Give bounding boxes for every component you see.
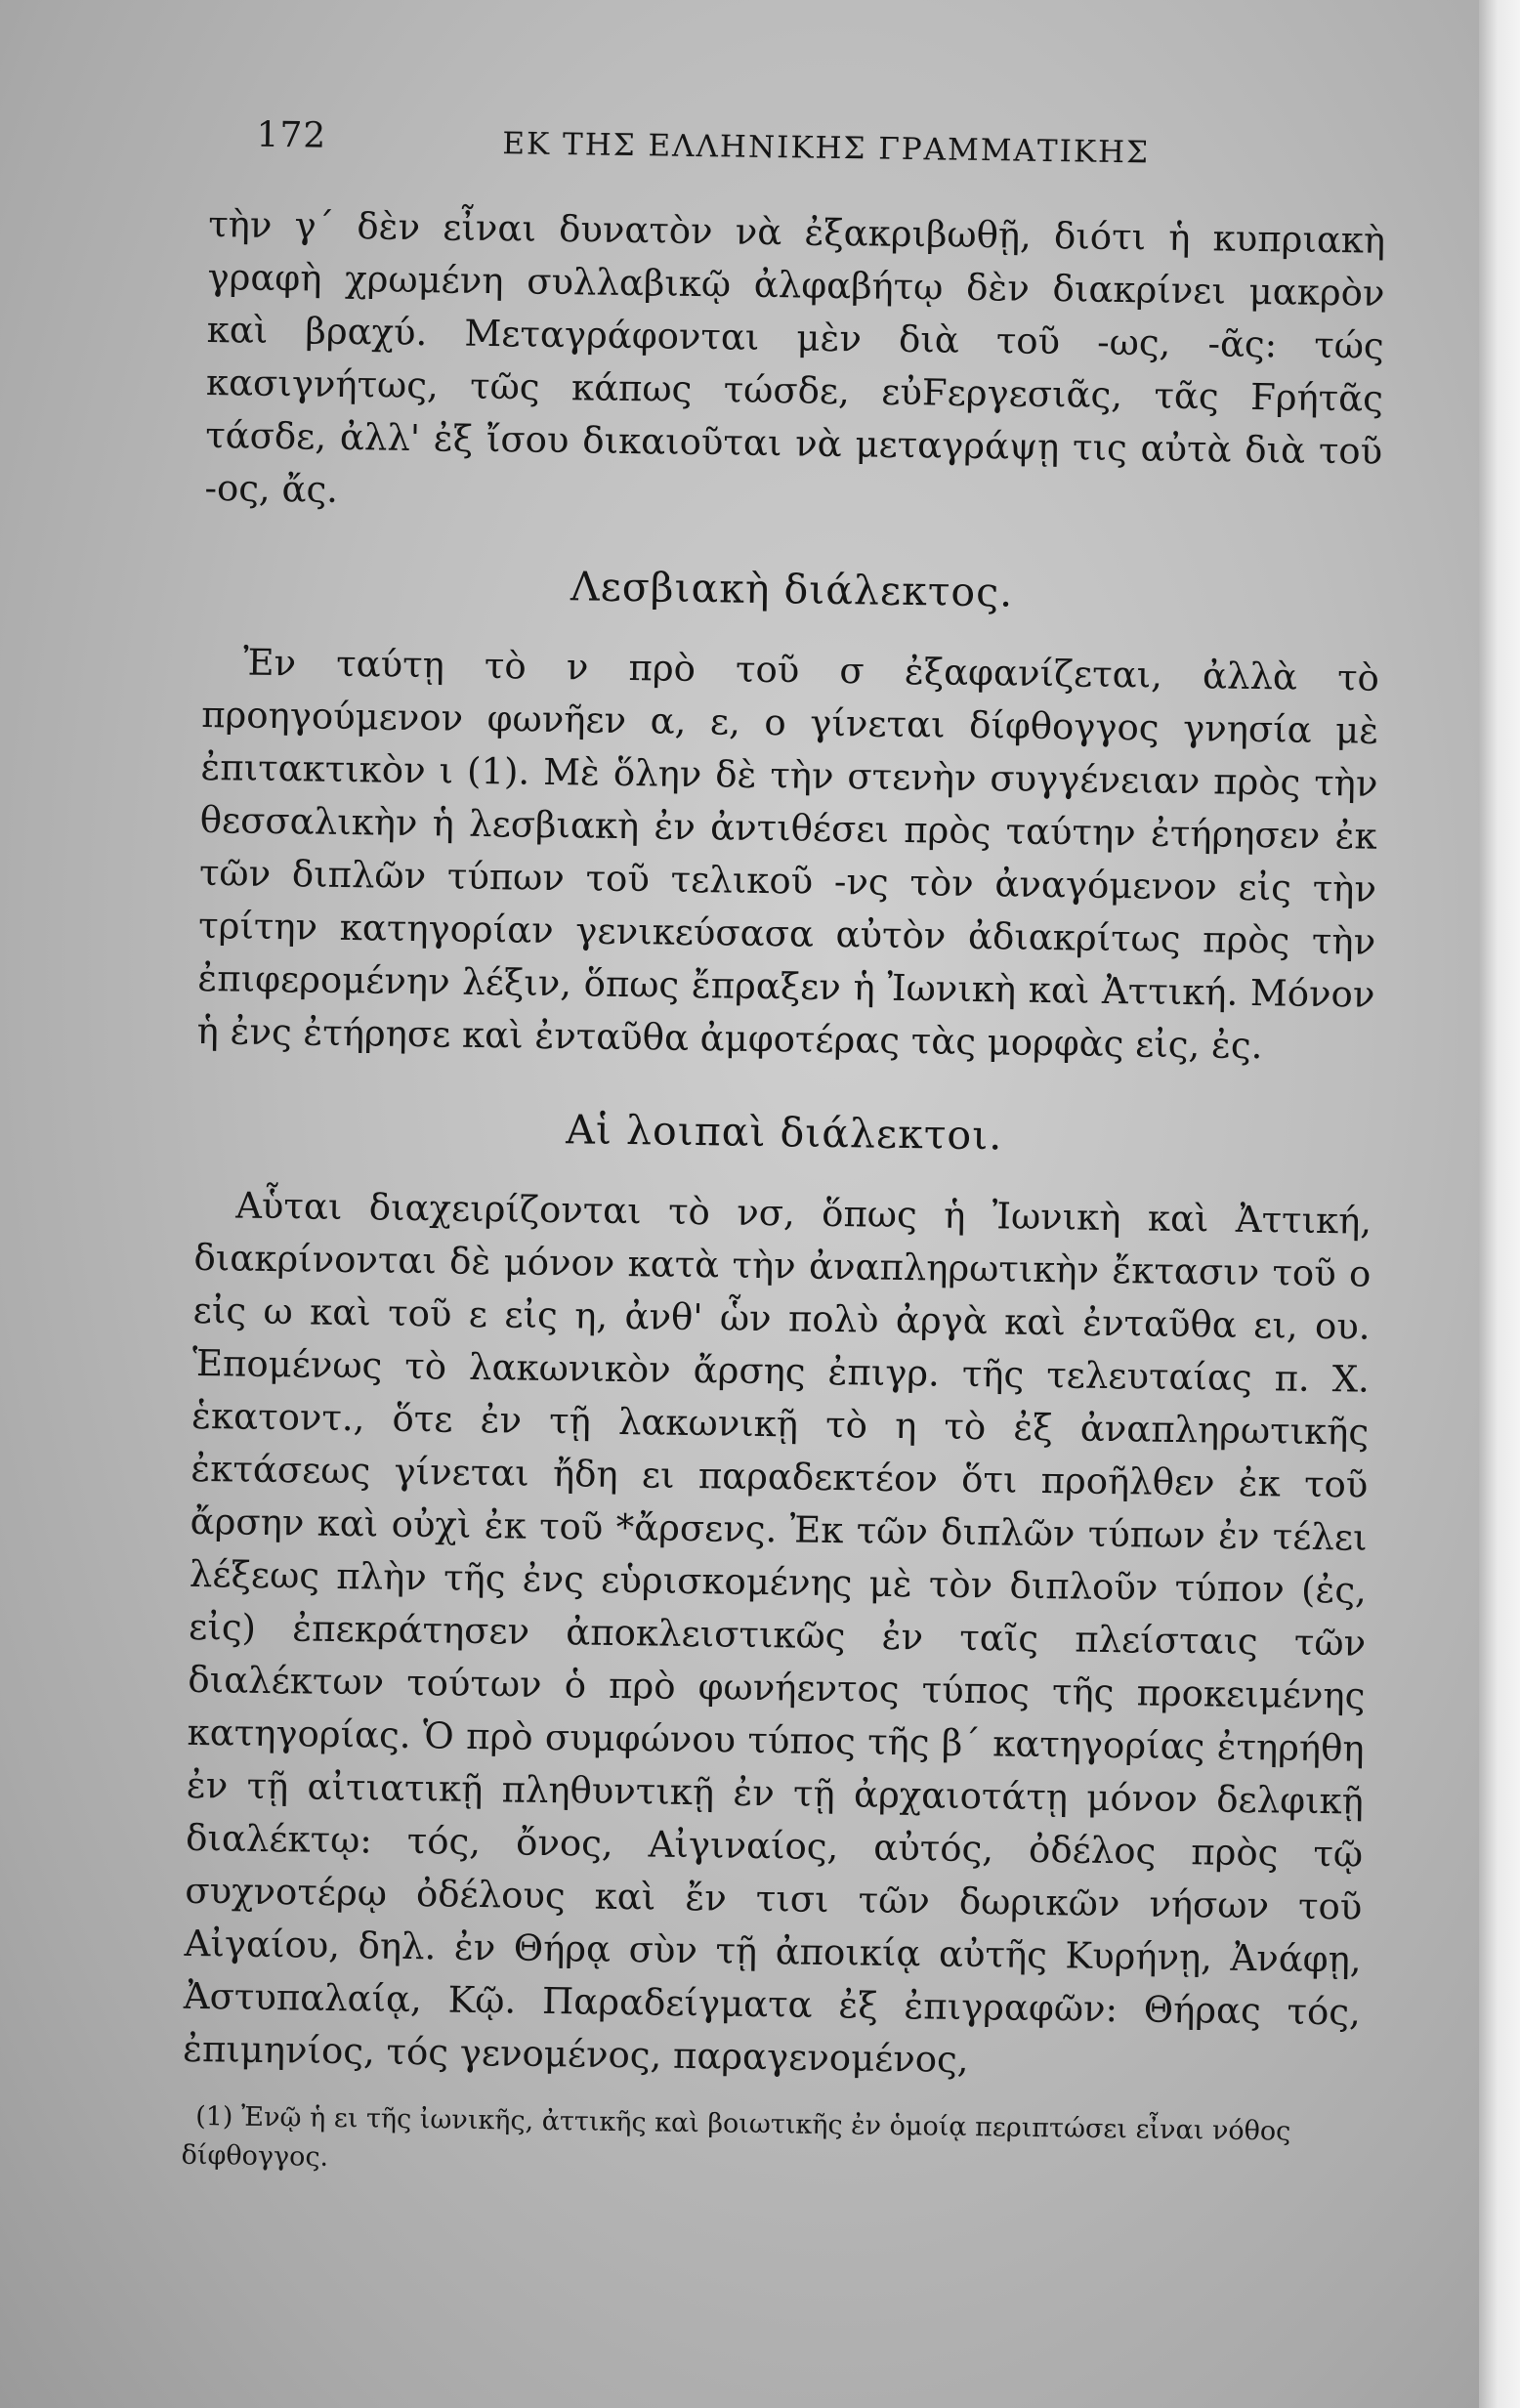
section-paragraph-lesbian: Ἐν ταύτῃ τὸ ν πρὸ τοῦ σ ἐξαφανίζεται, ἀλλὰ τὸ προηγούμενον φωνῆεν α, ε, ο γίνεται δίφθογγος γνησία μὲ ἐπιτακτικὸν ι (1). Μὲ ὅλην δὲ τὴν στενὴν συγγένειαν πρὸς τὴν θεσσαλικὴν ἡ λεσβιακὴ ἐν ἀντιθέσει πρὸς ταύτην ἐτήρησεν ἐκ τῶν διπλῶν τύπων τοῦ τελικοῦ -νς τὸν ἀναγόμενον εἰς τὴν τρίτην κατηγορίαν γενικεύσασα αὐτὸν ἀδιακρίτως πρὸς τὴν ἐπιφερομένην λέξιν, ὅπως ἔπραξεν ἡ Ἰωνικὴ καὶ Ἀττική. Μόνον ἡ ἐνς ἐτήρησε καὶ ἐνταῦθα ἀμφοτέρας τὰς μορφὰς εἰς, ἐς.: [196, 641, 1380, 1068]
book-page: [181, 103, 1387, 2173]
page-number: 172: [256, 114, 327, 156]
book-gutter: [1479, 0, 1520, 2408]
section-paragraph-other-dialects: Αὗται διαχειρίζονται τὸ νσ, ὅπως ἡ Ἰωνικὴ καὶ Ἀττική, διακρίνονται δὲ μόνον κατὰ τὴν ἀναπληρωτικὴν ἔκτασιν τοῦ ο εἰς ω καὶ τοῦ ε εἰς η, ἀνθ' ὧν πολὺ ἀργὰ καὶ ἐνταῦθα ει, ου. Ἑπομένως τὸ λακωνικὸν ἄρσης ἐπιγρ. τῆς τελευταίας π. Χ. ἑκατοντ., ὅτε ἐν τῇ λακωνικῇ τὸ η τὸ ἐξ ἀναπληρωτικῆς ἐκτάσεως γίνεται ἤδη ει παραδεκτέον ὅτι προῆλθεν ἐκ τοῦ ἄρσην καὶ οὐχὶ ἐκ τοῦ *ἄρσενς. Ἐκ τῶν διπλῶν τύπων ἐν τέλει λέξεως πλὴν τῆς ἐνς εὑρισκομένης μὲ τὸν διπλοῦν τύπον (ἐς, εἰς) ἐπεκράτησεν ἀποκλειστικῶς ἐν ταῖς πλείσταις τῶν διαλέκτων τούτων ὁ πρὸ φωνήεντος τύπος τῆς προκειμένης κατηγορίας. Ὁ πρὸ συμφώνου τύπος τῆς β΄ κατηγορίας ἐτηρήθη ἐν τῇ αἰτιατικῇ πληθυντικῇ ἐν τῇ ἀρχαιοτάτῃ μόνον δελφικῇ διαλέκτῳ: τός, ὄνος, Αἰγιναίος, αὐτός, ὀδέλος πρὸς τῷ συχνοτέρῳ ὀδέλους καὶ ἔν τισι τῶν δωρικῶν νήσων τοῦ Αἰγαίου, δηλ. ἐν Θήρᾳ σὺν τῇ ἀποικίᾳ αὐτῆς Κυρήνῃ, Ἀνάφῃ, Ἀστυπαλαίᾳ, Κῷ. Παραδείγματα ἐξ ἐπιγραφῶν: Θήρας τός, ἐπιμηνίος, τός γενομένος, παραγενομένος,: [182, 1184, 1372, 2082]
footnote: (1) Ἐνῷ ἡ ει τῆς ἰωνικῆς, ἀττικῆς καὶ βοιωτικῆς ἐν ὁμοίᾳ περιπτώσει εἶναι νόθος δίφθογγος.: [181, 2100, 1291, 2173]
running-title: ΕΚ ΤΗΣ ΕΛΛΗΝΙΚΗΣ ΓΡΑΜΜΑΤΙΚΗΣ: [502, 126, 1151, 171]
section-heading-lesbian: Λεσβιακὴ διάλεκτος.: [570, 563, 1014, 616]
section-heading-other-dialects: Αἱ λοιπαὶ διάλεκτοι.: [566, 1106, 1003, 1160]
intro-paragraph: τὴν γ΄ δὲν εἶναι δυνατὸν νὰ ἐξακριβωθῇ, διότι ἡ κυπριακὴ γραφὴ χρωμένη συλλαβικῷ ἀλφαβήτῳ δὲν διακρίνει μακρὸν καὶ βραχύ. Μεταγράφονται μὲν διὰ τοῦ -ως, -ᾶς: τώς κασιγνήτως, τῶς κάπως τώσδε, εὐϜεργεσιᾶς, τᾶς Ϝρήτᾶς τάσδε, ἀλλ' ἐξ ἴσου δικαιοῦται νὰ μεταγράψῃ τις αὐτὰ διὰ τοῦ -ος, ἄς.: [204, 202, 1386, 511]
